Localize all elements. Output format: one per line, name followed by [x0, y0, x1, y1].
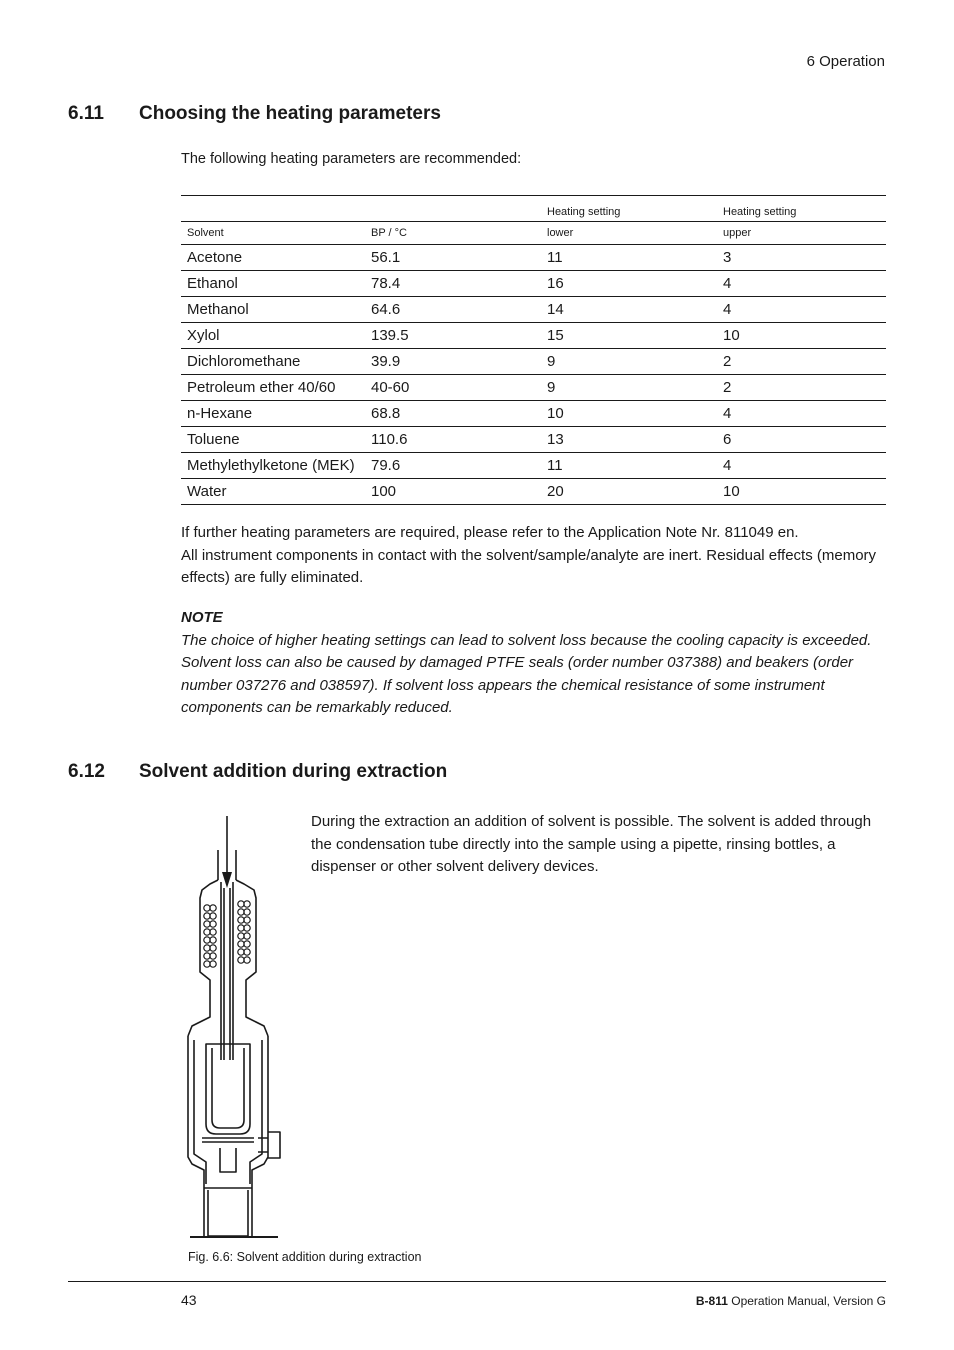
table-cell: 10: [541, 401, 717, 427]
table-cell: 56.1: [365, 245, 541, 271]
note-text: The choice of higher heating settings can lead to solvent loss because the cooling capacity is exceeded. Solvent loss can also be caused by damaged PTFE seals (order number 037388) and beakers (order number 037276 and 038597). If solvent loss appears the chemical resistance of some instrument components can be remarkably reduced.: [181, 631, 872, 716]
table-header-cell: [365, 196, 541, 222]
section-number: 6.12: [68, 761, 105, 782]
table-row: [181, 427, 886, 453]
extractor-illustration: [180, 812, 290, 1242]
table-cell: Acetone: [181, 245, 365, 271]
page-number: 43: [181, 1292, 197, 1308]
table-row: [181, 323, 886, 349]
note-block: [181, 607, 891, 720]
table-cell: 139.5: [365, 323, 541, 349]
manual-model: B-811: [695, 1294, 728, 1308]
table-cell: 4: [717, 401, 886, 427]
table-cell: 3: [717, 245, 886, 271]
section-title: Solvent addition during extraction: [139, 761, 448, 782]
table-cell: Methanol: [181, 297, 365, 323]
intro-text: The following heating parameters are recommended:: [181, 151, 522, 167]
table-header-cell: [181, 196, 365, 222]
table-row: [181, 349, 886, 375]
heating-info-line-2: All instrument components in contact with the solvent/sample/analyte are inert. Residual effects (memory effects) are fully eliminated.: [181, 546, 877, 586]
table-header-row-top: [181, 196, 886, 222]
table-cell: 68.8: [365, 401, 541, 427]
table-cell: 100: [365, 479, 541, 505]
table-cell: 79.6: [365, 453, 541, 479]
table-cell: Ethanol: [181, 271, 365, 297]
section-title: Choosing the heating parameters: [139, 103, 441, 124]
heating-parameters-table: [181, 195, 886, 505]
table-cell: 11: [541, 453, 717, 479]
table-header-cell: Solvent: [181, 222, 365, 245]
table-cell: 40-60: [365, 375, 541, 401]
table-cell: 78.4: [365, 271, 541, 297]
table-cell: 16: [541, 271, 717, 297]
table-cell: 20: [541, 479, 717, 505]
table-cell: 14: [541, 297, 717, 323]
table-header-cell: upper: [717, 222, 886, 245]
table-cell: 4: [717, 271, 886, 297]
solvent-addition-paragraph: During the extraction an addition of solvent is possible. The solvent is added through the condensation tube directly into the sample using a pipette, rinsing bottles, a dispenser or other solvent delivery devices.: [311, 813, 872, 875]
table-header-cell: lower: [541, 222, 717, 245]
table-cell: 9: [541, 349, 717, 375]
table-cell: 64.6: [365, 297, 541, 323]
table-row: [181, 453, 886, 479]
table-cell: n-Hexane: [181, 401, 365, 427]
table-header-cell: Heating setting: [541, 196, 717, 222]
table-cell: 10: [717, 323, 886, 349]
table-cell: Dichloromethane: [181, 349, 365, 375]
table-header-cell: Heating setting: [717, 196, 886, 222]
figure-caption: Fig. 6.6: Solvent addition during extraction: [188, 1250, 422, 1264]
table-header-row-bottom: [181, 222, 886, 245]
table-cell: 9: [541, 375, 717, 401]
manual-version: Operation Manual, Version G: [727, 1294, 886, 1308]
table-row: [181, 401, 886, 427]
note-label: NOTE: [181, 609, 223, 626]
table-cell: Petroleum ether 40/60: [181, 375, 365, 401]
table-cell: 2: [717, 375, 886, 401]
section-number: 6.11: [68, 103, 104, 124]
running-header: 6 Operation: [806, 53, 885, 70]
section-heading-6-12: [68, 761, 668, 785]
table-row: [181, 271, 886, 297]
table-cell: 6: [717, 427, 886, 453]
footer-divider: [68, 1281, 886, 1282]
table-row: [181, 245, 886, 271]
table-row: [181, 479, 886, 505]
table-cell: 11: [541, 245, 717, 271]
manual-title: [560, 1294, 886, 1308]
table-cell: 15: [541, 323, 717, 349]
table-cell: Methylethylketone (MEK): [181, 453, 365, 479]
table-cell: 4: [717, 297, 886, 323]
table-cell: Toluene: [181, 427, 365, 453]
table-header-cell: BP / °C: [365, 222, 541, 245]
section-heading-6-11: [68, 103, 668, 127]
table-cell: 110.6: [365, 427, 541, 453]
table-cell: 10: [717, 479, 886, 505]
table-cell: 39.9: [365, 349, 541, 375]
table-cell: 13: [541, 427, 717, 453]
table-cell: 4: [717, 453, 886, 479]
table-row: [181, 375, 886, 401]
heating-info-paragraph: [181, 522, 886, 590]
table-cell: Water: [181, 479, 365, 505]
heating-info-line-1: If further heating parameters are required, please refer to the Application Note Nr. 811049 en.: [181, 524, 799, 541]
table-cell: Xylol: [181, 323, 365, 349]
table-row: [181, 297, 886, 323]
table-cell: 2: [717, 349, 886, 375]
table-body: [181, 245, 886, 505]
